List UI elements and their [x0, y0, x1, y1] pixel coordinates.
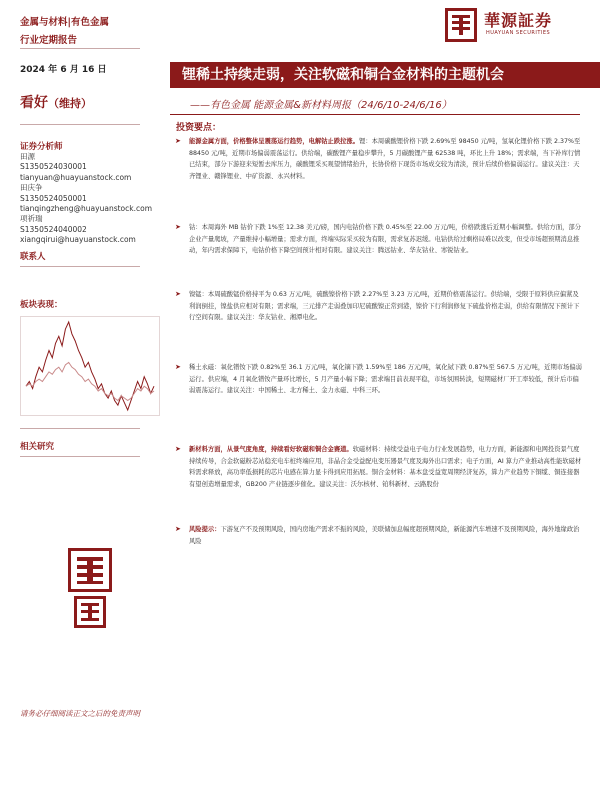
point-highlight: 风险提示： — [189, 526, 221, 533]
analyst-email[interactable]: tianqingzheng@huayuanstock.com — [20, 204, 153, 214]
list-item — [175, 136, 585, 182]
point-body: 稀土永磁：氧化镨钕下跌 0.82%至 36.1 万元/吨，氧化镝下跌 1.59%至 186 万元/吨，氧化铽下跌 0.87%至 567.5 万元/吨，近期市场偏弱运行。供应端，4 月氧化镨钕产量环比增长，5 月产量小幅下降；需求端目前表现平稳，市场氛围转淡，短期磁材厂开工率较低，预计后市偏弱震荡运行。建议关注：中国稀土、北方稀土、金力永磁、中科三环。 — [189, 364, 582, 395]
sector-line: 金属与材料|有色金属 — [20, 17, 109, 28]
list-item — [175, 289, 585, 324]
analyst-cert: S1350524030001 — [20, 162, 87, 172]
research-divider — [20, 456, 140, 457]
rating-qualifier: （维持） — [48, 97, 92, 110]
analyst-cert: S1350524050001 — [20, 193, 87, 203]
report-date: 2024 年 6 月 16 日 — [20, 65, 107, 75]
bullet-arrow-icon: ➤ — [175, 525, 181, 533]
research-label: 相关研究 — [20, 442, 55, 452]
chart-series-line-0 — [26, 322, 154, 410]
point-body: 下游复产不及预期风险，国内房地产需求不振的风险，美联储加息幅度超预期风险，新能源汽车增速不及预期风险，海外地缘政治风险 — [189, 526, 580, 545]
analyst-email[interactable]: tianyuan@huayuanstock.com — [20, 172, 132, 182]
bullet-arrow-icon: ➤ — [175, 223, 181, 231]
brand-name: 華源証券 — [484, 11, 553, 30]
chart-label: 板块表现： — [20, 300, 63, 310]
rating-divider — [20, 124, 140, 125]
rating-value: 看好 — [20, 95, 48, 111]
brand-subtitle: HUAYUAN SECURITIES — [486, 30, 551, 36]
point-highlight: 新材料方面，从景气度角度，持续看好软磁和铜合金赛道。 — [189, 446, 353, 453]
sector-performance-chart — [20, 316, 160, 416]
huayuan-seal-icon — [74, 596, 106, 628]
point-body: 锂：本周碳酸锂价格下跌 2.69%至 98450 元/吨，氢氧化锂价格下跌 2.37%至 88450 元/吨，近期市场偏弱震荡运行。供给端，碳酸锂产量稳步攀升，5 月碳酸锂产量 62538 吨，环比上升 18%；需求端，当下补库行情已结束，部分下游迎来短暂去库压力，碳酸锂采买观望情绪抬升，长协价格下现货市场成交较为清淡，预计后续价格偏弱运行。建议关注：天齐锂业、赣锋锂业、中矿资源、永兴材料。 — [189, 138, 581, 180]
analyst-name: 项祈瑞 — [20, 214, 43, 224]
bullet-arrow-icon: ➤ — [175, 363, 181, 371]
bullet-arrow-icon: ➤ — [175, 445, 181, 453]
header-divider — [20, 48, 140, 49]
analyst-email[interactable]: xiangqirui@huayuanstock.com — [20, 235, 136, 245]
analyst-block — [20, 152, 152, 246]
list-item — [175, 444, 585, 490]
list-item — [175, 524, 585, 547]
list-item — [175, 362, 585, 397]
points-label: 投资要点： — [176, 123, 222, 133]
chart-divider — [20, 428, 140, 429]
list-item — [175, 222, 585, 257]
huayuan-seal-icon — [68, 548, 112, 592]
point-highlight: 能源金属方面，价格整体呈震荡运行趋势，电解钴止跌拉涨。 — [189, 138, 360, 145]
huayuan-logo-icon — [445, 8, 477, 42]
bullet-arrow-icon: ➤ — [175, 290, 181, 298]
analyst-cert: S1350524040002 — [20, 224, 87, 234]
report-subtitle: ——有色金属 能源金属&新材料周报（24/6/10-24/6/16） — [190, 100, 452, 111]
point-body: 软磁材料：持续受益电子电力行业发展趋势，电力方面，新能源和电网投资景气度持续传导，合金软磁粉芯站稳充电车桩终端应用，非晶合金受益配电变压器景气度及海外出口需求；电子方面，AI 算力产业推动高性能软磁材料需求释放，高功率低损耗的芯片电感在算力显卡得到应用拓展。铜合金材料：基本盘受益宽周期经济复苏，算力产业趋势下铜缆、铜连接器有望创造增量需求，GB200 产业链逐步催化。建议关注：沃尔核材、铂科新材、云路股份 — [189, 446, 582, 488]
point-body: 镍锰：本周硫酸锰价格持平为 0.63 万元/吨，硫酸镍价格下跌 2.27%至 3.23 万元/吨，近期价格震荡运行。供给端，受限于原料供应偏紧及利润倒挂，镍盐供应相对有限；需求端，三元排产走弱叠加印尼硫酸镍正常到港，镍价下行利润修复下硫盐价格走弱，供给有限情况下预计下行空间有限。建议关注：华友钴业、湘潭电化。 — [189, 291, 580, 322]
analyst-name: 田源 — [20, 152, 35, 161]
analyst-name: 田庆争 — [20, 183, 43, 193]
contact-label: 联系人 — [20, 252, 46, 262]
contact-divider — [20, 266, 140, 267]
rating-label — [20, 92, 92, 112]
disclaimer: 请务必仔细阅读正文之后的免责声明 — [20, 709, 140, 718]
report-title: 锂稀土持续走弱，关注软磁和铜合金材料的主题机会 — [170, 62, 600, 88]
title-divider — [170, 114, 580, 115]
analysts-label: 证券分析师 — [20, 142, 63, 152]
bullet-arrow-icon: ➤ — [175, 137, 181, 145]
report-type: 行业定期报告 — [20, 35, 78, 46]
point-body: 钴：本周海外 MB 钴价下跌 1%至 12.38 美元/磅，国内电钴价格下跌 0.45%至 22.00 万元/吨，价格跌涨后近期小幅调整。供给方面，部分企业产量爬坡，产量维持小幅增量；需求方面，终端实际采买较为有限，需求复苏迟缓。电钴供给过剩格局难以改变，但受市场超预期消息推动，年内需求保障下，电钴价格下降空间预计相对有限。建议关注：腾远钴业、华友钴业、寒锐钴业。 — [189, 224, 582, 255]
